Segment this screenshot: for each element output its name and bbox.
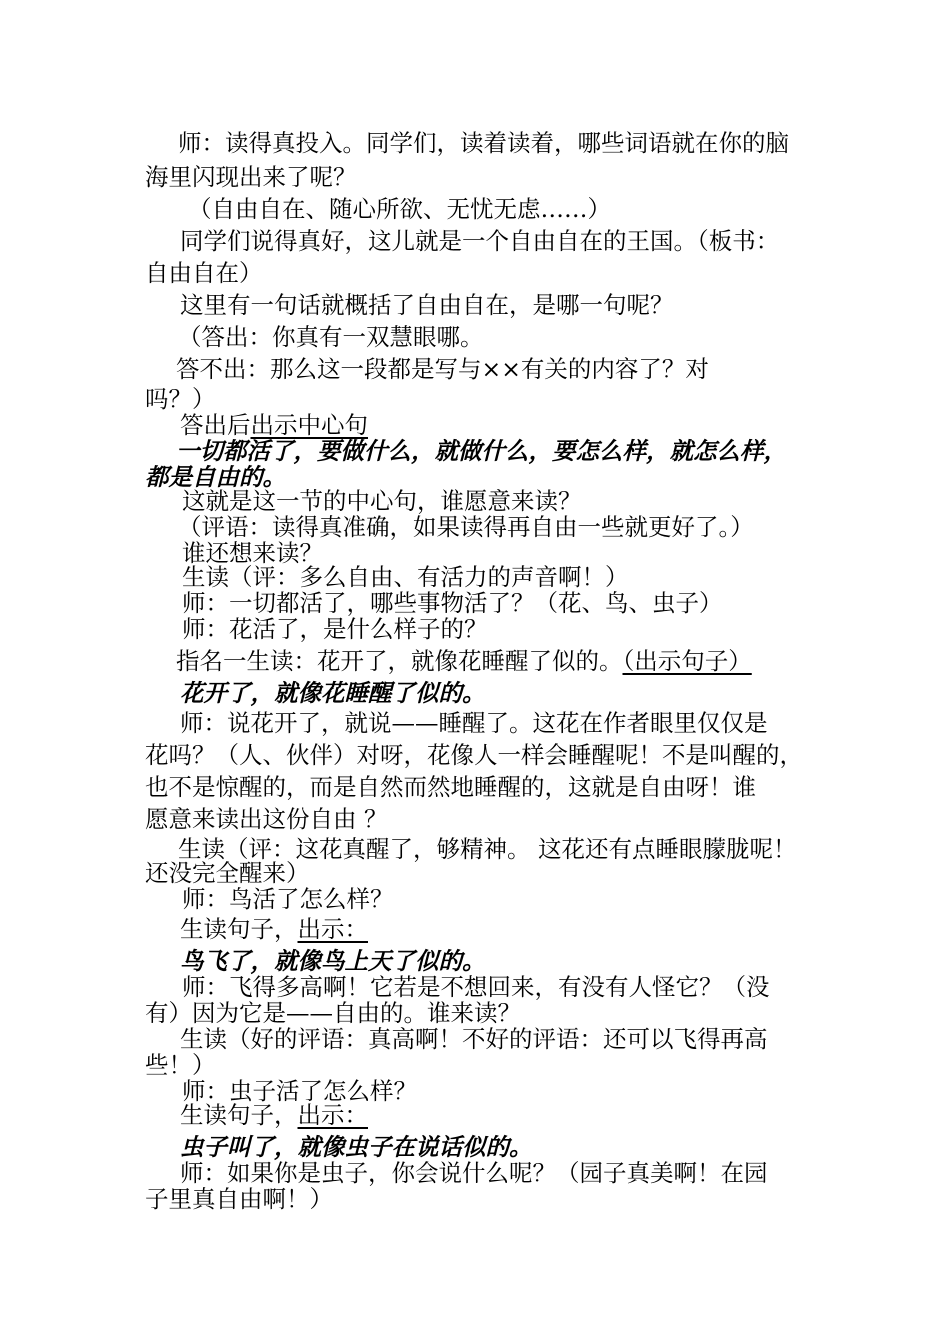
text-line: 师：鸟活了怎么样？ (182, 885, 394, 913)
text-segment: 生读句子， (180, 915, 298, 943)
text-line: 自由自在） (145, 259, 263, 287)
text-line: 师：飞得多高啊！它若是不想回来，有没有人怪它？（没 (182, 973, 770, 1001)
underlined-text: （出示句子） (622, 647, 752, 675)
example-sentence: 花开了，就像花睡醒了似的。 (180, 679, 486, 707)
text-segment: 生读句子， (180, 1101, 298, 1129)
text-line: 生读（评：这花真醒了，够精神。 这花还有点睡眼朦胧呢！ (178, 835, 797, 863)
text-line: 子里真自由啊！） (145, 1185, 333, 1213)
text-line: 愿意来读出这份自由 ？ (145, 805, 388, 833)
central-sentence: 都是自由的。 (145, 463, 286, 491)
text-line: 师：一切都活了，哪些事物活了？（花、鸟、虫子） (182, 589, 723, 617)
text-line: 海里闪现出来了呢？ (145, 163, 357, 191)
text-line: 答不出：那么这一段都是写与××有关的内容了？对 (176, 355, 709, 383)
text-line: 师：说花开了，就说——睡醒了。这花在作者眼里仅仅是 (180, 709, 768, 737)
text-line: 有）因为它是——自由的。谁来读？ (145, 999, 521, 1027)
text-line: 师：如果你是虫子，你会说什么呢？（园子真美啊！在园 (180, 1159, 768, 1187)
underlined-text: 出示： (297, 1101, 368, 1129)
text-line: 也不是惊醒的，而是自然而然地睡醒的，这就是自由呀！谁 (145, 773, 756, 801)
underlined-text: 出示： (297, 915, 368, 943)
text-line: 生读（好的评语：真高啊！不好的评语：还可以飞得再高 (180, 1025, 768, 1053)
underlined-text: 出示中心句 (250, 411, 368, 439)
text-segment: 指名一生读：花开了，就像花睡醒了似的。 (176, 647, 623, 675)
text-line: 些！） (145, 1051, 216, 1079)
example-sentence: 虫子叫了，就像虫子在说话似的。 (180, 1133, 533, 1161)
text-line: 花吗？（人、伙伴）对呀，花像人一样会睡醒呢！不是叫醒的， (145, 741, 803, 769)
example-sentence: 鸟飞了，就像鸟上天了似的。 (180, 947, 486, 975)
text-line (180, 914, 368, 944)
text-line: （评语：读得真准确，如果读得再自由一些就更好了。） (178, 513, 754, 541)
central-sentence: 一切都活了，要做什么，就做什么，要怎么样，就怎么样， (176, 437, 787, 465)
text-line: 这里有一句话就概括了自由自在，是哪一句呢？ (180, 291, 674, 319)
text-line: （答出：你真有一双慧眼哪。 (178, 323, 484, 351)
text-segment: 答出后 (180, 411, 251, 439)
text-line (180, 1100, 368, 1130)
text-line: 师：花活了，是什么样子的？ (182, 615, 488, 643)
text-line: 这就是这一节的中心句，谁愿意来读？ (182, 487, 582, 515)
text-line: 师：读得真投入。同学们，读着读着，哪些词语就在你的脑 (178, 129, 789, 157)
text-line: 还没完全醒来） (145, 859, 310, 887)
text-line: 同学们说得真好，这儿就是一个自由自在的王国。（板书： (180, 227, 780, 255)
text-line: 生读（评：多么自由、有活力的声音啊！） (182, 563, 629, 591)
text-line (176, 646, 752, 676)
text-line: 师：虫子活了怎么样？ (182, 1077, 417, 1105)
text-line: （自由自在、随心所欲、无忧无虑……） (188, 195, 611, 223)
text-line: 谁还想来读？ (182, 539, 323, 567)
text-line: 吗？） (145, 385, 216, 413)
